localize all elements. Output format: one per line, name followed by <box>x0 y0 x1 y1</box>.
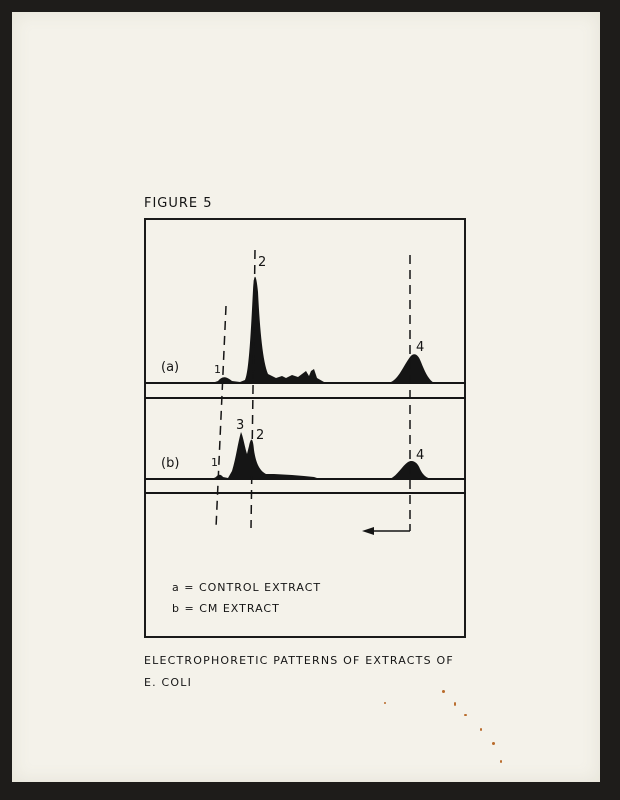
marker-line-1 <box>216 306 226 528</box>
peak-label-a-1: 1 <box>214 363 221 376</box>
trace-b-label: (b) <box>161 456 180 471</box>
figure-title: FIGURE 5 <box>144 196 213 211</box>
caption-line-1: ELECTROPHORETIC PATTERNS OF EXTRACTS OF <box>144 654 454 667</box>
trace-a-profile <box>212 277 330 383</box>
left-arrow-icon <box>362 524 410 535</box>
peak-label-b-3: 3 <box>236 418 245 433</box>
peak-label-b-4: 4 <box>416 448 425 463</box>
peak-label-b-2: 2 <box>256 428 265 443</box>
peak-label-b-1: 1 <box>211 456 218 469</box>
trace-a-peak-4 <box>388 354 434 383</box>
peak-label-a-2: 2 <box>258 255 267 270</box>
peak-label-a-4: 4 <box>416 340 425 355</box>
legend-b: b = CM EXTRACT <box>172 602 280 615</box>
trace-b-profile <box>212 432 320 479</box>
trace-a-label: (a) <box>161 360 180 375</box>
trace-b-peak-4 <box>390 461 432 479</box>
caption-line-2: E. COLI <box>144 676 193 689</box>
legend-a: a = CONTROL EXTRACT <box>172 581 322 594</box>
